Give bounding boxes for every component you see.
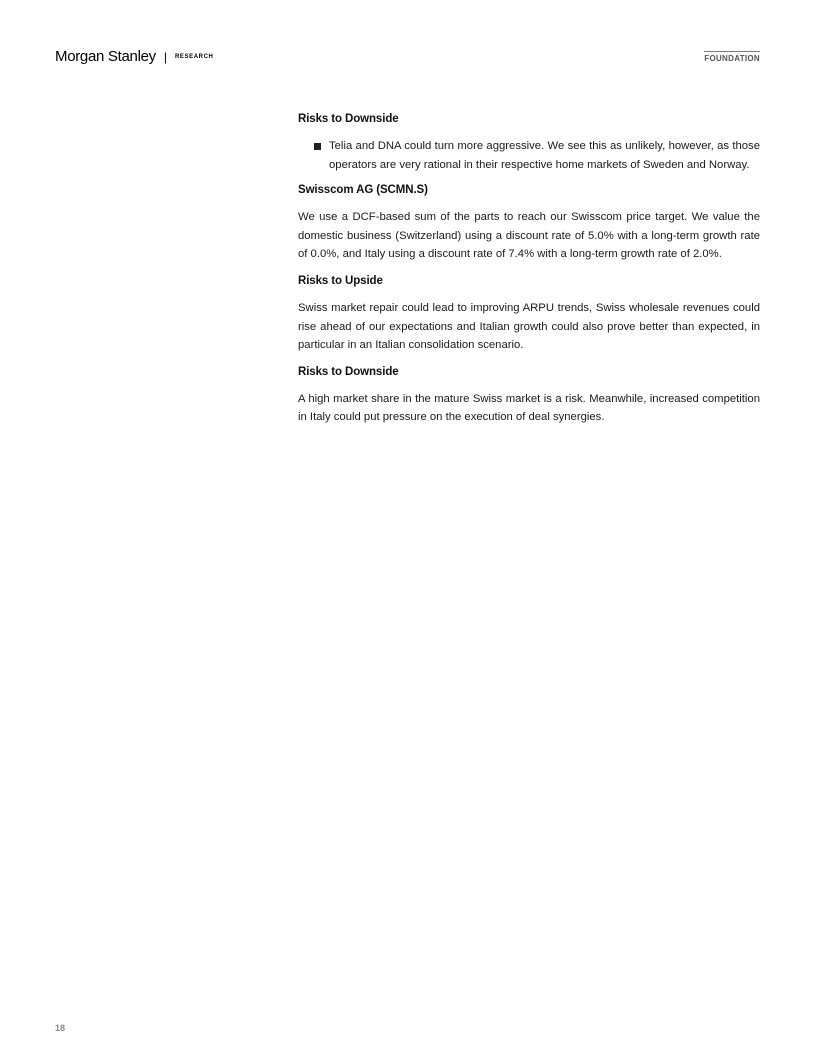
main-content bbox=[298, 113, 760, 438]
section-label: RESEARCH bbox=[174, 54, 214, 60]
bullet-text: Telia and DNA could turn more aggressive. We see this as unlikely, however, as those operators are very rational in their respective home markets of Sweden and Norway. bbox=[329, 140, 760, 171]
bullet-list bbox=[298, 137, 760, 174]
series-label: FOUNDATION bbox=[704, 51, 760, 63]
section-heading-risks-upside: Risks to Upside bbox=[298, 274, 383, 287]
section-heading-risks-downside-swisscom: Risks to Downside bbox=[298, 365, 399, 378]
upside-paragraph: Swiss market repair could lead to improving ARPU trends, Swiss wholesale revenues could rise ahead of our expectations and Italian growth could also prove better than expected, in particular in an Italian consolidation scenario. bbox=[298, 301, 760, 352]
valuation-paragraph: We use a DCF-based sum of the parts to reach our Swisscom price target. We value the domestic business (Switzerland) using a discount rate of 5.0% with a long-term growth rate of 0.0%, and Italy using a discount rate of 7.4% with a long-term growth rate of 2.0%. bbox=[298, 211, 760, 261]
brand-logo: Morgan Stanley bbox=[55, 48, 156, 65]
downside-paragraph: A high market share in the mature Swiss market is a risk. Meanwhile, increased competition in Italy could put pressure on the execution of deal synergies. bbox=[298, 392, 760, 424]
bullet-item bbox=[298, 137, 760, 174]
page-number: 18 bbox=[55, 1023, 66, 1033]
section-heading-swisscom: Swisscom AG (SCMN.S) bbox=[298, 184, 428, 197]
square-bullet-icon bbox=[314, 143, 321, 150]
page-header bbox=[55, 48, 760, 68]
section-heading-risks-downside-telia: Risks to Downside bbox=[298, 113, 399, 125]
brand-divider: | bbox=[163, 49, 167, 64]
brand-lockup bbox=[55, 48, 213, 65]
